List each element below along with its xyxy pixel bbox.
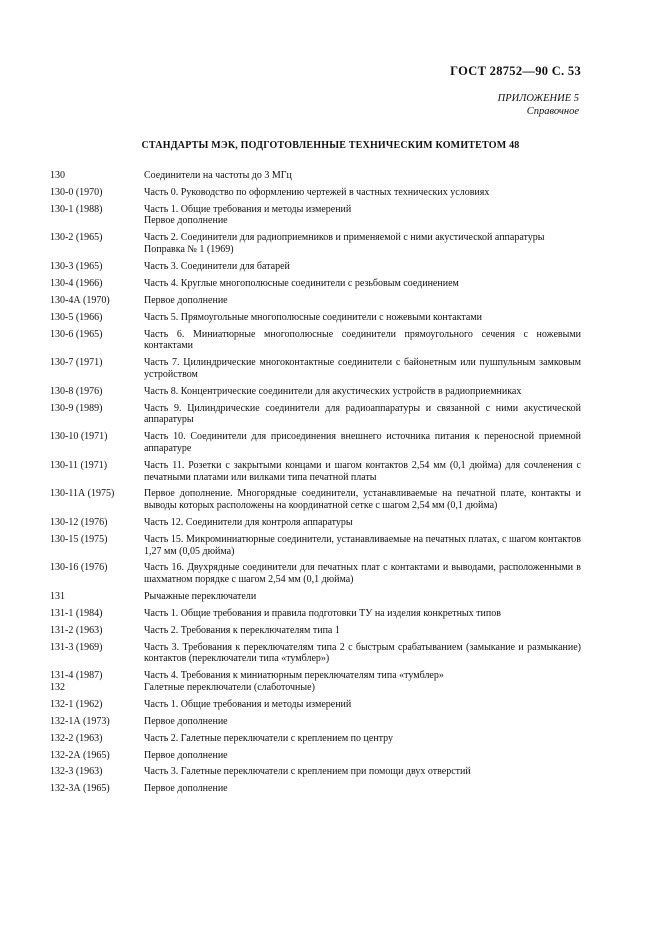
standard-entry: [50, 431, 581, 454]
standard-code: 130-1 (1988): [50, 203, 103, 215]
standard-title: Первое дополнение. Многорядные соединители, устанавливаемые на печатной плате, контакты и выводы которых расположены на координатной сетке с шагом 2,54 мм (0,1 дюйма): [144, 488, 581, 512]
standard-code: 132-2А (1965): [50, 749, 110, 761]
appendix-type: Справочное: [526, 106, 579, 117]
standard-title: Часть 2. Требования к переключателям типа 1: [144, 624, 340, 636]
standard-code: 131-2 (1963): [50, 624, 103, 636]
standard-description: [144, 261, 581, 273]
standard-code: 130-4А (1970): [50, 294, 110, 306]
standard-title: Соединители на частоты до 3 МГц: [144, 170, 292, 181]
standard-code: 130-0 (1970): [50, 186, 103, 198]
standard-entry: [50, 642, 581, 665]
standard-description: [144, 357, 581, 380]
standard-code: 132-3 (1963): [50, 766, 103, 778]
standard-entry: [50, 261, 581, 273]
standard-description: [144, 403, 581, 426]
standard-code: 130-5 (1966): [50, 311, 103, 323]
standard-code: 131-3 (1969): [50, 641, 103, 653]
standard-entry: [50, 488, 581, 511]
standard-description: [144, 170, 581, 182]
standard-description: [144, 642, 581, 665]
standard-code: 130-2 (1965): [50, 232, 103, 244]
standard-note: Поправка № 1 (1969): [144, 244, 234, 256]
standard-code: 130-11А (1975): [50, 488, 115, 500]
standard-entry: [50, 204, 581, 227]
standard-note: Первое дополнение: [144, 215, 228, 227]
appendix-label-block: [498, 92, 579, 118]
standard-entry: [50, 591, 581, 603]
standard-title: Часть 3. Галетные переключатели с креплением при помощи двух отверстий: [144, 766, 471, 778]
standard-code: 130-3 (1965): [50, 260, 103, 272]
standard-description: [144, 187, 581, 199]
standard-code: 132-3А (1965): [50, 783, 110, 795]
standard-entry: [50, 517, 581, 529]
standard-title: Часть 8. Концентрические соединители для акустических устройств в радиоприемниках: [144, 385, 522, 397]
standard-entry: [50, 716, 581, 728]
standard-entry: [50, 403, 581, 426]
standard-description: [144, 682, 581, 694]
standard-title: Часть 9. Цилиндрические соединители для радиоаппаратуры и связанной с ними акустической аппаратуры: [144, 402, 581, 426]
standard-title: Часть 16. Двухрядные соединители для печатных плат с контактами и выводами, расположенными в шахматном порядке с шагом 2,54 мм (0,1 дюйма): [144, 562, 581, 586]
standard-description: [144, 431, 581, 454]
standard-description: [144, 766, 581, 778]
standard-entry: [50, 295, 581, 307]
standard-entry: [50, 534, 581, 557]
standard-title: Часть 1. Общие требования и методы измерений: [144, 698, 352, 710]
standard-description: [144, 295, 581, 307]
standard-description: [144, 329, 581, 352]
standard-title: Первое дополнение: [144, 294, 228, 306]
standard-title: Галетные переключатели (слаботочные): [144, 682, 315, 694]
standard-entry: [50, 783, 581, 795]
standard-code: 130-4 (1966): [50, 277, 103, 289]
standard-code: 130: [50, 170, 65, 181]
page-header: ГОСТ 28752—90 С. 53: [450, 64, 581, 78]
standard-title: Рычажные переключатели: [144, 591, 257, 603]
standard-description: [144, 733, 581, 745]
standard-code: 132: [50, 682, 65, 694]
standard-code: 130-9 (1989): [50, 402, 103, 414]
standard-entry: [50, 386, 581, 398]
standard-description: [144, 312, 581, 324]
standard-title: Часть 1. Общие требования и методы измерений: [144, 203, 352, 215]
standard-entry: [50, 733, 581, 745]
standard-entry: [50, 170, 581, 182]
standard-description: [144, 534, 581, 557]
document-title: СТАНДАРТЫ МЭК, ПОДГОТОВЛЕННЫЕ ТЕХНИЧЕСКИМ КОМИТЕТОМ 48: [141, 140, 520, 151]
standard-code: 132-1А (1973): [50, 715, 110, 727]
standard-entry: [50, 750, 581, 762]
standard-code: 130-10 (1971): [50, 431, 108, 443]
standard-title: Часть 1. Общие требования и правила подготовки ТУ на изделия конкретных типов: [144, 607, 501, 619]
standard-entry: [50, 670, 581, 682]
standard-entry: [50, 562, 581, 585]
standard-title: Часть 2. Соединители для радиоприемников и применяемой с ними акустической аппаратуры: [144, 232, 545, 244]
standard-entry: [50, 312, 581, 324]
standard-description: [144, 232, 581, 255]
standard-entry: [50, 357, 581, 380]
standard-title: Часть 4. Требования к миниатюрным переключателям типа «тумблер»: [144, 670, 444, 682]
standard-title: Часть 11. Розетки с закрытыми концами и шагом контактов 2,54 мм (0,1 дюйма) для сочленения с печатными платами или вилками типа печатной платы: [144, 459, 581, 483]
standard-title: Часть 10. Соединители для присоединения внешнего источника питания к переносной приемной аппаратуре: [144, 431, 581, 454]
standard-description: [144, 562, 581, 585]
standard-title: Часть 12. Соединители для контроля аппаратуры: [144, 516, 353, 528]
standard-title: Часть 6. Миниатюрные многополюсные соединители прямоугольного сечения с ножевыми контактами: [144, 328, 581, 352]
standard-code: 130-16 (1976): [50, 562, 108, 574]
standard-entry: [50, 329, 581, 352]
standard-entry: [50, 766, 581, 778]
standard-description: [144, 460, 581, 483]
standard-title: Первое дополнение: [144, 715, 228, 727]
standard-description: [144, 783, 581, 795]
standard-title: Часть 7. Цилиндрические многоконтактные соединители с байонетным или пушпульным замковым устройством: [144, 357, 581, 380]
standard-code: 130-11 (1971): [50, 459, 108, 471]
standard-code: 132-1 (1962): [50, 698, 103, 710]
standard-code: 130-8 (1976): [50, 385, 103, 397]
standard-entry: [50, 187, 581, 199]
standard-description: [144, 699, 581, 711]
standard-code: 130-15 (1975): [50, 533, 108, 545]
standard-description: [144, 625, 581, 637]
appendix-label: ПРИЛОЖЕНИЕ 5: [497, 93, 579, 104]
standard-entry: [50, 278, 581, 290]
standard-description: [144, 591, 581, 603]
standard-description: [144, 670, 581, 682]
standard-entry: [50, 460, 581, 483]
standard-description: [144, 608, 581, 620]
standard-title: Часть 4. Круглые многополюсные соединители с резьбовым соединением: [144, 277, 459, 289]
standard-entry: [50, 625, 581, 637]
standard-title: Часть 3. Требования к переключателям типа 2 с быстрым срабатыванием (замыкание и размыкание) контактов (переключатели типа «тумблер»): [144, 641, 581, 665]
standard-description: [144, 517, 581, 529]
standard-code: 130-7 (1971): [50, 357, 103, 369]
standard-code: 132-2 (1963): [50, 732, 103, 744]
standard-description: [144, 386, 581, 398]
standard-title: Часть 3. Соединители для батарей: [144, 260, 290, 272]
standard-code: 131: [50, 591, 65, 603]
standard-title: Часть 2. Галетные переключатели с креплением по центру: [144, 732, 394, 744]
standard-entry: [50, 682, 581, 694]
standard-entry: [50, 608, 581, 620]
standard-title: Первое дополнение: [144, 749, 228, 761]
standard-description: [144, 204, 581, 227]
standard-description: [144, 716, 581, 728]
standard-description: [144, 488, 581, 511]
standard-code: 130-6 (1965): [50, 328, 103, 340]
standard-description: [144, 750, 581, 762]
standard-description: [144, 278, 581, 290]
standard-entry: [50, 699, 581, 711]
standard-title: Первое дополнение: [144, 783, 228, 795]
standard-entry: [50, 232, 581, 255]
standard-code: 131-4 (1987): [50, 670, 103, 682]
standards-list: [50, 170, 581, 800]
standard-title: Часть 0. Руководство по оформлению чертежей в частных технических условиях: [144, 186, 490, 198]
standard-title: Часть 5. Прямоугольные многополюсные соединители с ножевыми контактами: [144, 311, 483, 323]
standard-title: Часть 15. Микроминиатюрные соединители, устанавливаемые на печатных платах, с шагом контактов 1,27 мм (0,05 дюйма): [144, 533, 581, 557]
standard-code: 130-12 (1976): [50, 516, 108, 528]
standard-code: 131-1 (1984): [50, 607, 103, 619]
